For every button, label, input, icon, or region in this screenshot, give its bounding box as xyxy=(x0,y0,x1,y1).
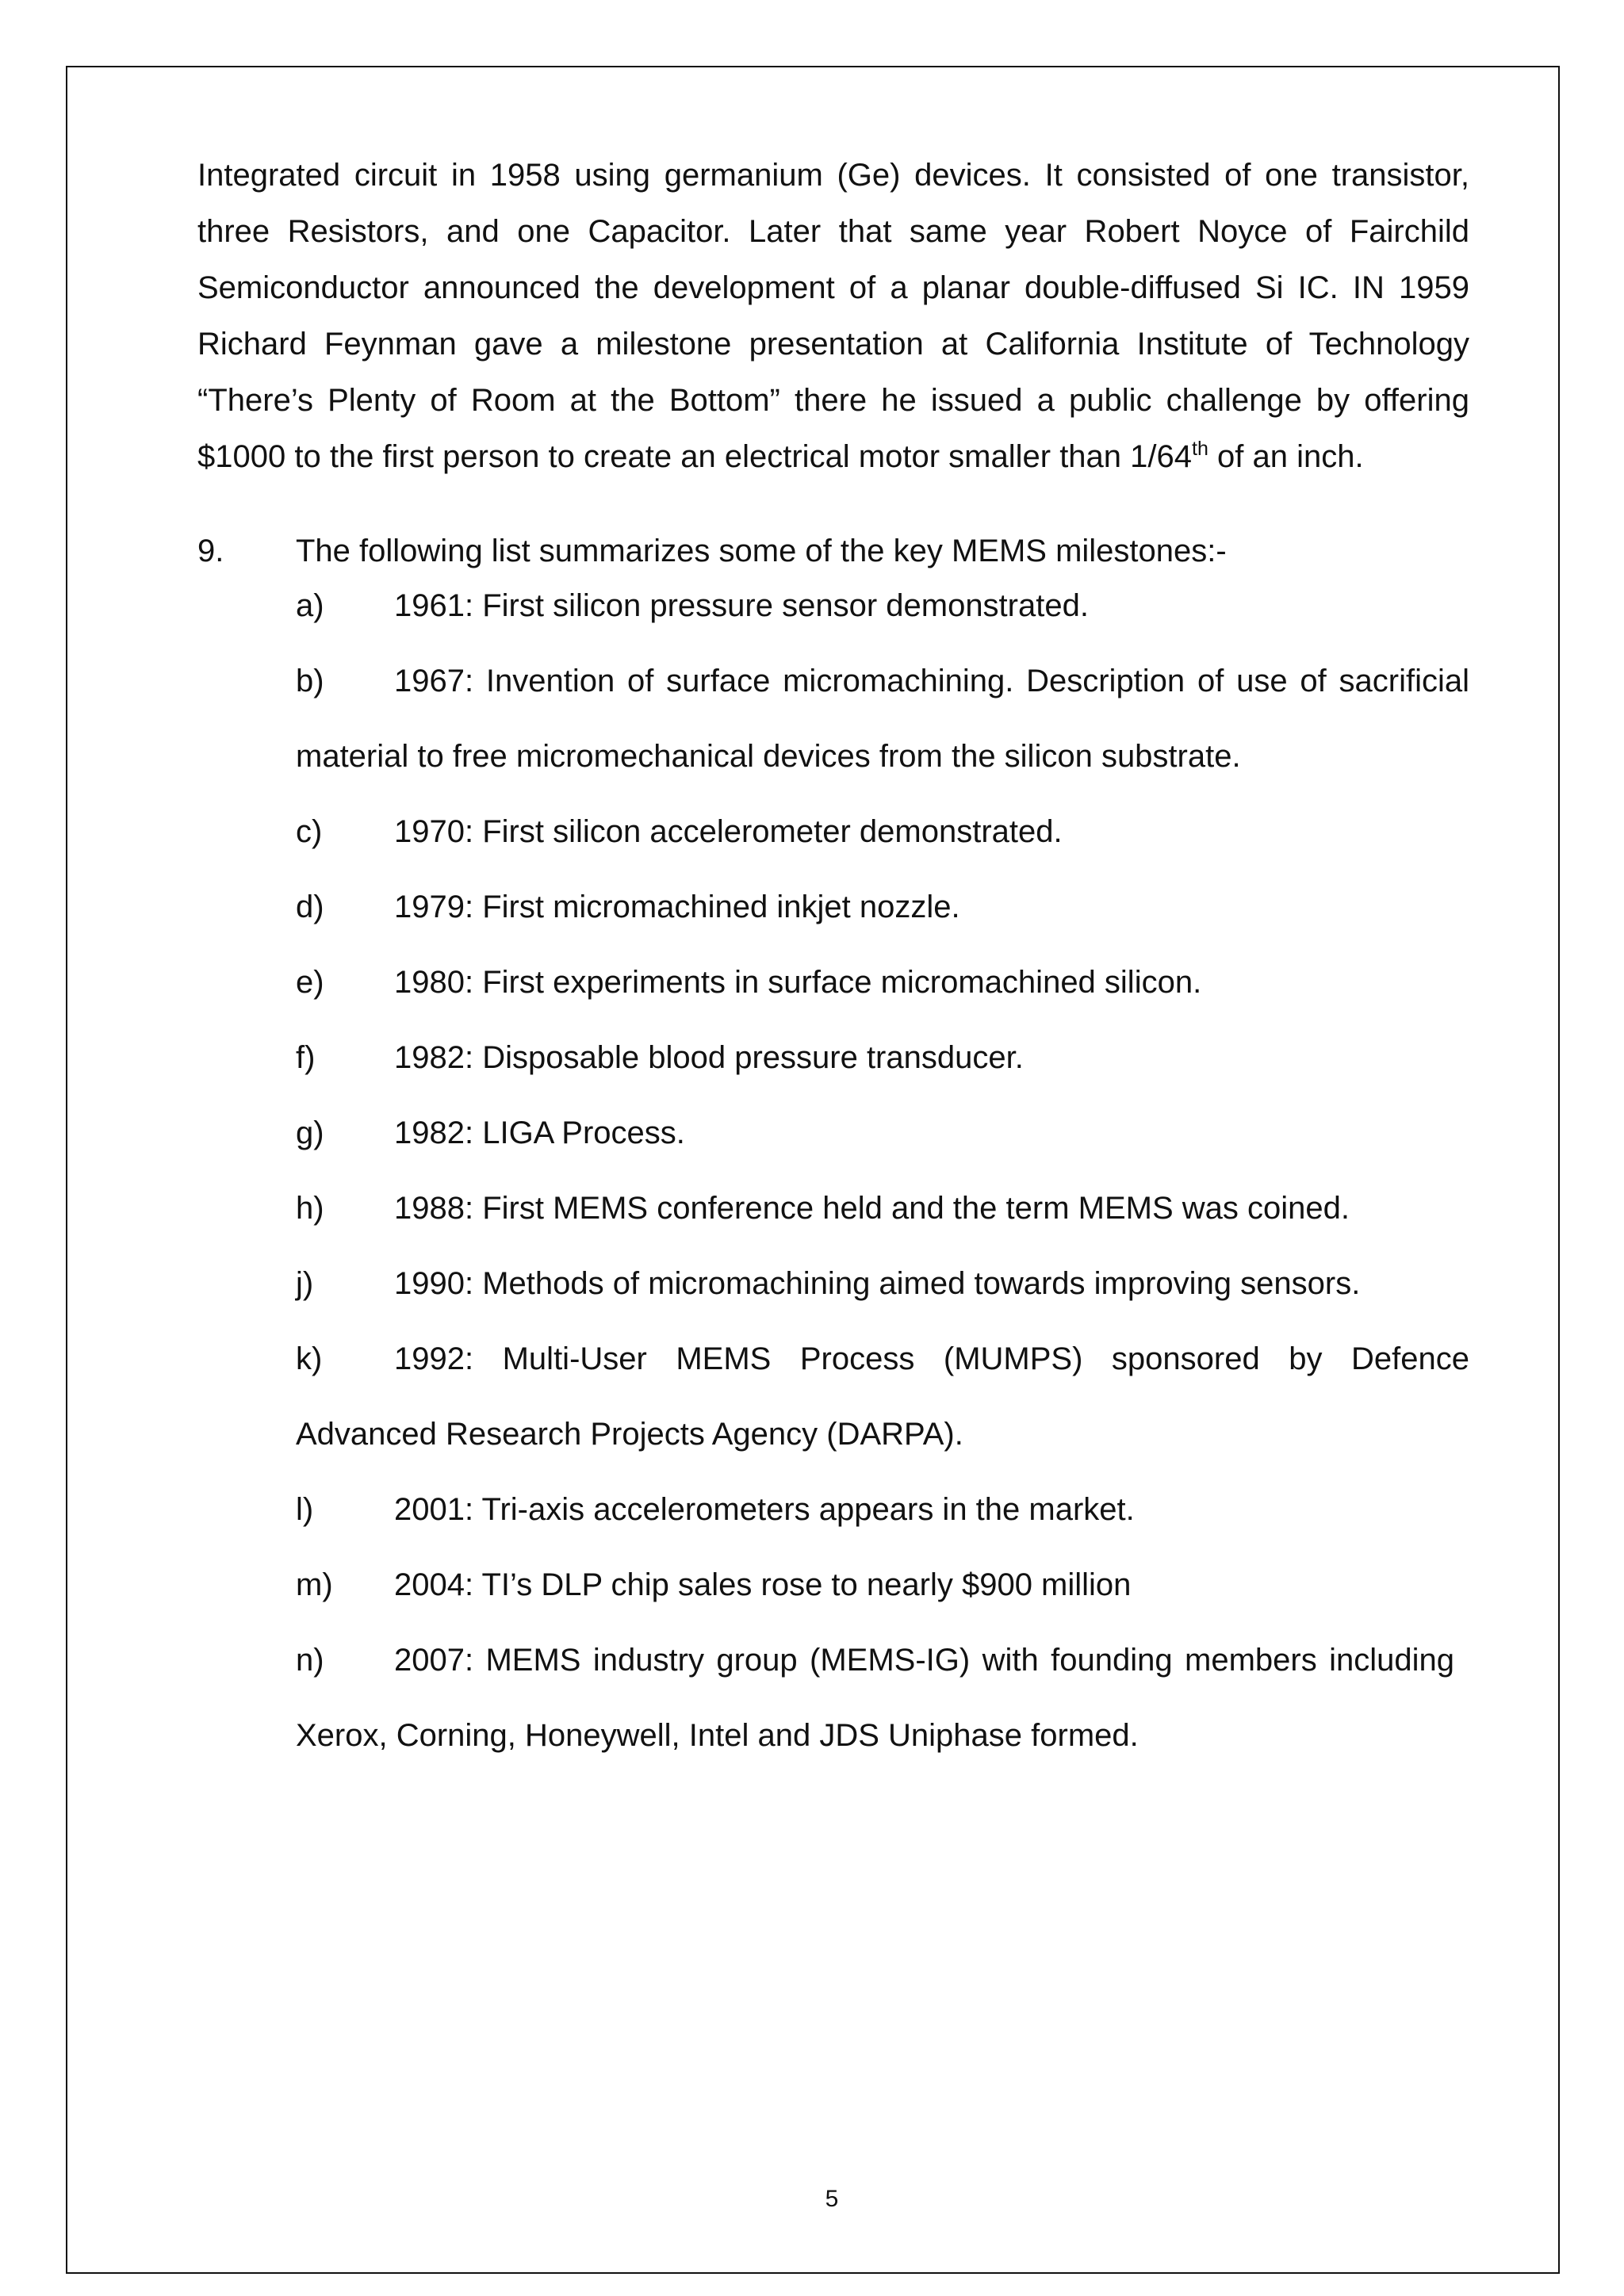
list-item-label: n) xyxy=(296,1643,324,1678)
list-item-text: 2007: MEMS industry group (MEMS-IG) with founding members including xyxy=(394,1643,1454,1678)
list-item-continuation: Xerox, Corning, Honeywell, Intel and JDS Uniphase formed. xyxy=(296,1718,1139,1753)
list-item-text: 1967: Invention of surface micromachining. Description of use of sacrificial xyxy=(394,664,1469,698)
page-number: 5 xyxy=(825,2186,839,2212)
list-item-label: a) xyxy=(296,588,324,623)
list-item xyxy=(296,794,1469,870)
list-item-label: j) xyxy=(296,1266,314,1301)
list-item-label: d) xyxy=(296,890,324,924)
list-item-label: c) xyxy=(296,814,323,849)
list-item-text: 1980: First experiments in surface micromachined silicon. xyxy=(394,965,1202,1000)
list-item xyxy=(296,870,1469,945)
list-item xyxy=(296,1623,1469,1774)
paragraph-line: Semiconductor announced the development of a planar double-diffused Si IC. IN 1959 xyxy=(197,270,1469,305)
list-item-label: l) xyxy=(296,1492,314,1527)
list-item xyxy=(296,1096,1469,1171)
paragraph-text: of an inch. xyxy=(1208,439,1364,474)
list-item-line xyxy=(296,1623,1469,1698)
list-item xyxy=(296,1171,1469,1246)
list-item-text: 1988: First MEMS conference held and the term MEMS was coined. xyxy=(394,1191,1350,1226)
list-item xyxy=(296,1020,1469,1096)
paragraph-last-line xyxy=(197,429,1469,485)
list-item xyxy=(296,1472,1469,1548)
list-item-text: 2001: Tri-axis accelerometers appears in the market. xyxy=(394,1492,1135,1527)
list-item-label: m) xyxy=(296,1567,333,1602)
list-item-text: 1982: Disposable blood pressure transducer. xyxy=(394,1040,1024,1075)
section-number: 9. xyxy=(197,534,224,568)
list-item xyxy=(296,1246,1469,1322)
intro-paragraph xyxy=(197,147,1469,485)
list-item-text: 1961: First silicon pressure sensor demonstrated. xyxy=(394,588,1089,623)
paragraph-line: Integrated circuit in 1958 using germanium (Ge) devices. It consisted of one transistor, xyxy=(197,158,1469,193)
section-lead-text: The following list summarizes some of the key MEMS milestones:- xyxy=(296,534,1227,568)
list-item-text: 1990: Methods of micromachining aimed towards improving sensors. xyxy=(394,1266,1361,1301)
paragraph-text: $1000 to the first person to create an electrical motor smaller than 1/64 xyxy=(197,439,1193,474)
list-item xyxy=(296,644,1469,794)
list-item-text: 1979: First micromachined inkjet nozzle. xyxy=(394,890,960,924)
paragraph-line: Richard Feynman gave a milestone presentation at California Institute of Technology xyxy=(197,327,1469,362)
list-item-continuation: material to free micromechanical devices from the silicon substrate. xyxy=(296,739,1241,774)
list-item-text: 1992: Multi-User MEMS Process (MUMPS) sponsored by Defence xyxy=(394,1341,1469,1376)
superscript: th xyxy=(1192,438,1208,460)
milestone-list xyxy=(296,568,1469,1774)
list-item-line xyxy=(296,1322,1469,1397)
paragraph-line: “There’s Plenty of Room at the Bottom” there he issued a public challenge by offering xyxy=(197,383,1469,418)
list-item xyxy=(296,1548,1469,1623)
list-item-label: e) xyxy=(296,965,324,1000)
list-item-label: g) xyxy=(296,1115,324,1150)
list-item-label: h) xyxy=(296,1191,324,1226)
list-item-text: 2004: TI’s DLP chip sales rose to nearly $900 million xyxy=(394,1567,1132,1602)
list-item xyxy=(296,1322,1469,1472)
paragraph-line: three Resistors, and one Capacitor. Later that same year Robert Noyce of Fairchild xyxy=(197,214,1469,249)
list-item-continuation: Advanced Research Projects Agency (DARPA). xyxy=(296,1417,963,1452)
list-item-label: f) xyxy=(296,1040,316,1075)
list-item-line xyxy=(296,644,1469,719)
list-item-text: 1982: LIGA Process. xyxy=(394,1115,685,1150)
list-item xyxy=(296,945,1469,1020)
list-item-label: b) xyxy=(296,664,324,698)
list-item xyxy=(296,568,1469,644)
list-item-label: k) xyxy=(296,1341,323,1376)
list-item-text: 1970: First silicon accelerometer demonstrated. xyxy=(394,814,1063,849)
